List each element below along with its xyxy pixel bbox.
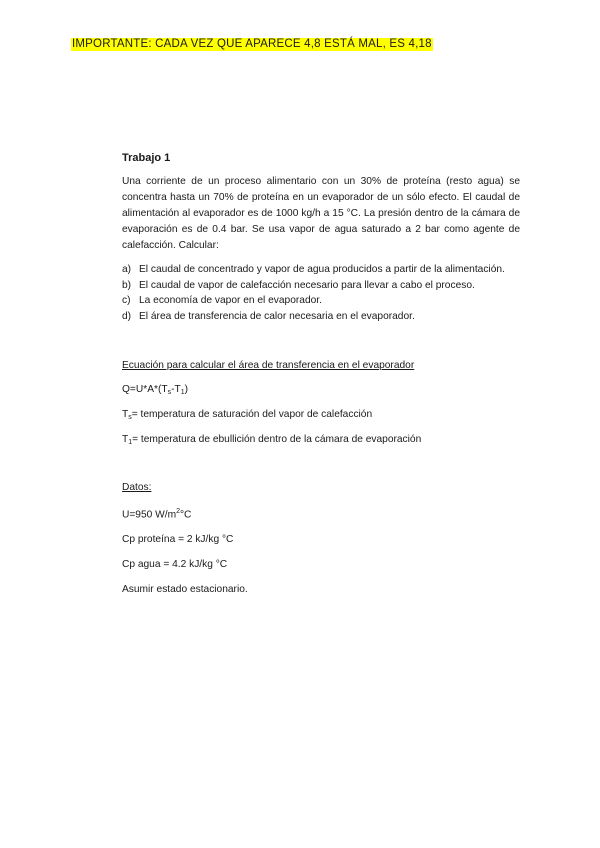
- intro-paragraph: Una corriente de un proceso alimentario con un 30% de proteína (resto agua) se concentra hasta un 70% de proteína en un evaporador de un sólo efecto. El caudal de alimentación al evaporador es de 1000 kg/h a 15 °C. La presión dentro de la cámara de evaporación es de 0.4 bar. Se usa vapor de agua saturado a 2 bar como agente de calefacción. Calcular:: [122, 176, 520, 251]
- document-body: [122, 150, 520, 598]
- data-cp-water: Cp agua = 4.2 kJ/kg °C: [122, 559, 228, 571]
- equation-formula: $Q=U*A*(T_s-T_1)$: [122, 384, 189, 396]
- data-u-value: U=950 $W/m^2^\circ C$: [122, 508, 192, 521]
- data-cp-protein: Cp proteína = 2 kJ/kg °C: [122, 534, 234, 546]
- equation-heading: Ecuación para calcular el área de transferencia en el evaporador: [122, 360, 415, 371]
- data-steady-state: Asumir estado estacionario.: [122, 584, 248, 596]
- important-notice: IMPORTANTE: CADA VEZ QUE APARECE 4,8 ESTÁ MAL, ES 4,18: [72, 38, 432, 50]
- list-item: b) El caudal de vapor de calefacción necesario para llevar a cabo el proceso.: [122, 279, 475, 291]
- task-list: [122, 262, 520, 324]
- ts-definition: $T_s=$ temperatura de saturación del vapor de calefacción: [122, 409, 373, 421]
- list-item: a) El caudal de concentrado y vapor de agua producidos a partir de la alimentación.: [122, 264, 505, 275]
- list-item: c) La economía de vapor en el evaporador.: [122, 295, 322, 306]
- list-item: d) El área de transferencia de calor necesaria en el evaporador.: [122, 310, 415, 322]
- doc-title: Trabajo 1: [122, 152, 171, 164]
- t1-definition: $T_1=$ temperatura de ebullición dentro de la cámara de evaporación: [122, 434, 422, 446]
- data-heading: Datos:: [122, 482, 152, 493]
